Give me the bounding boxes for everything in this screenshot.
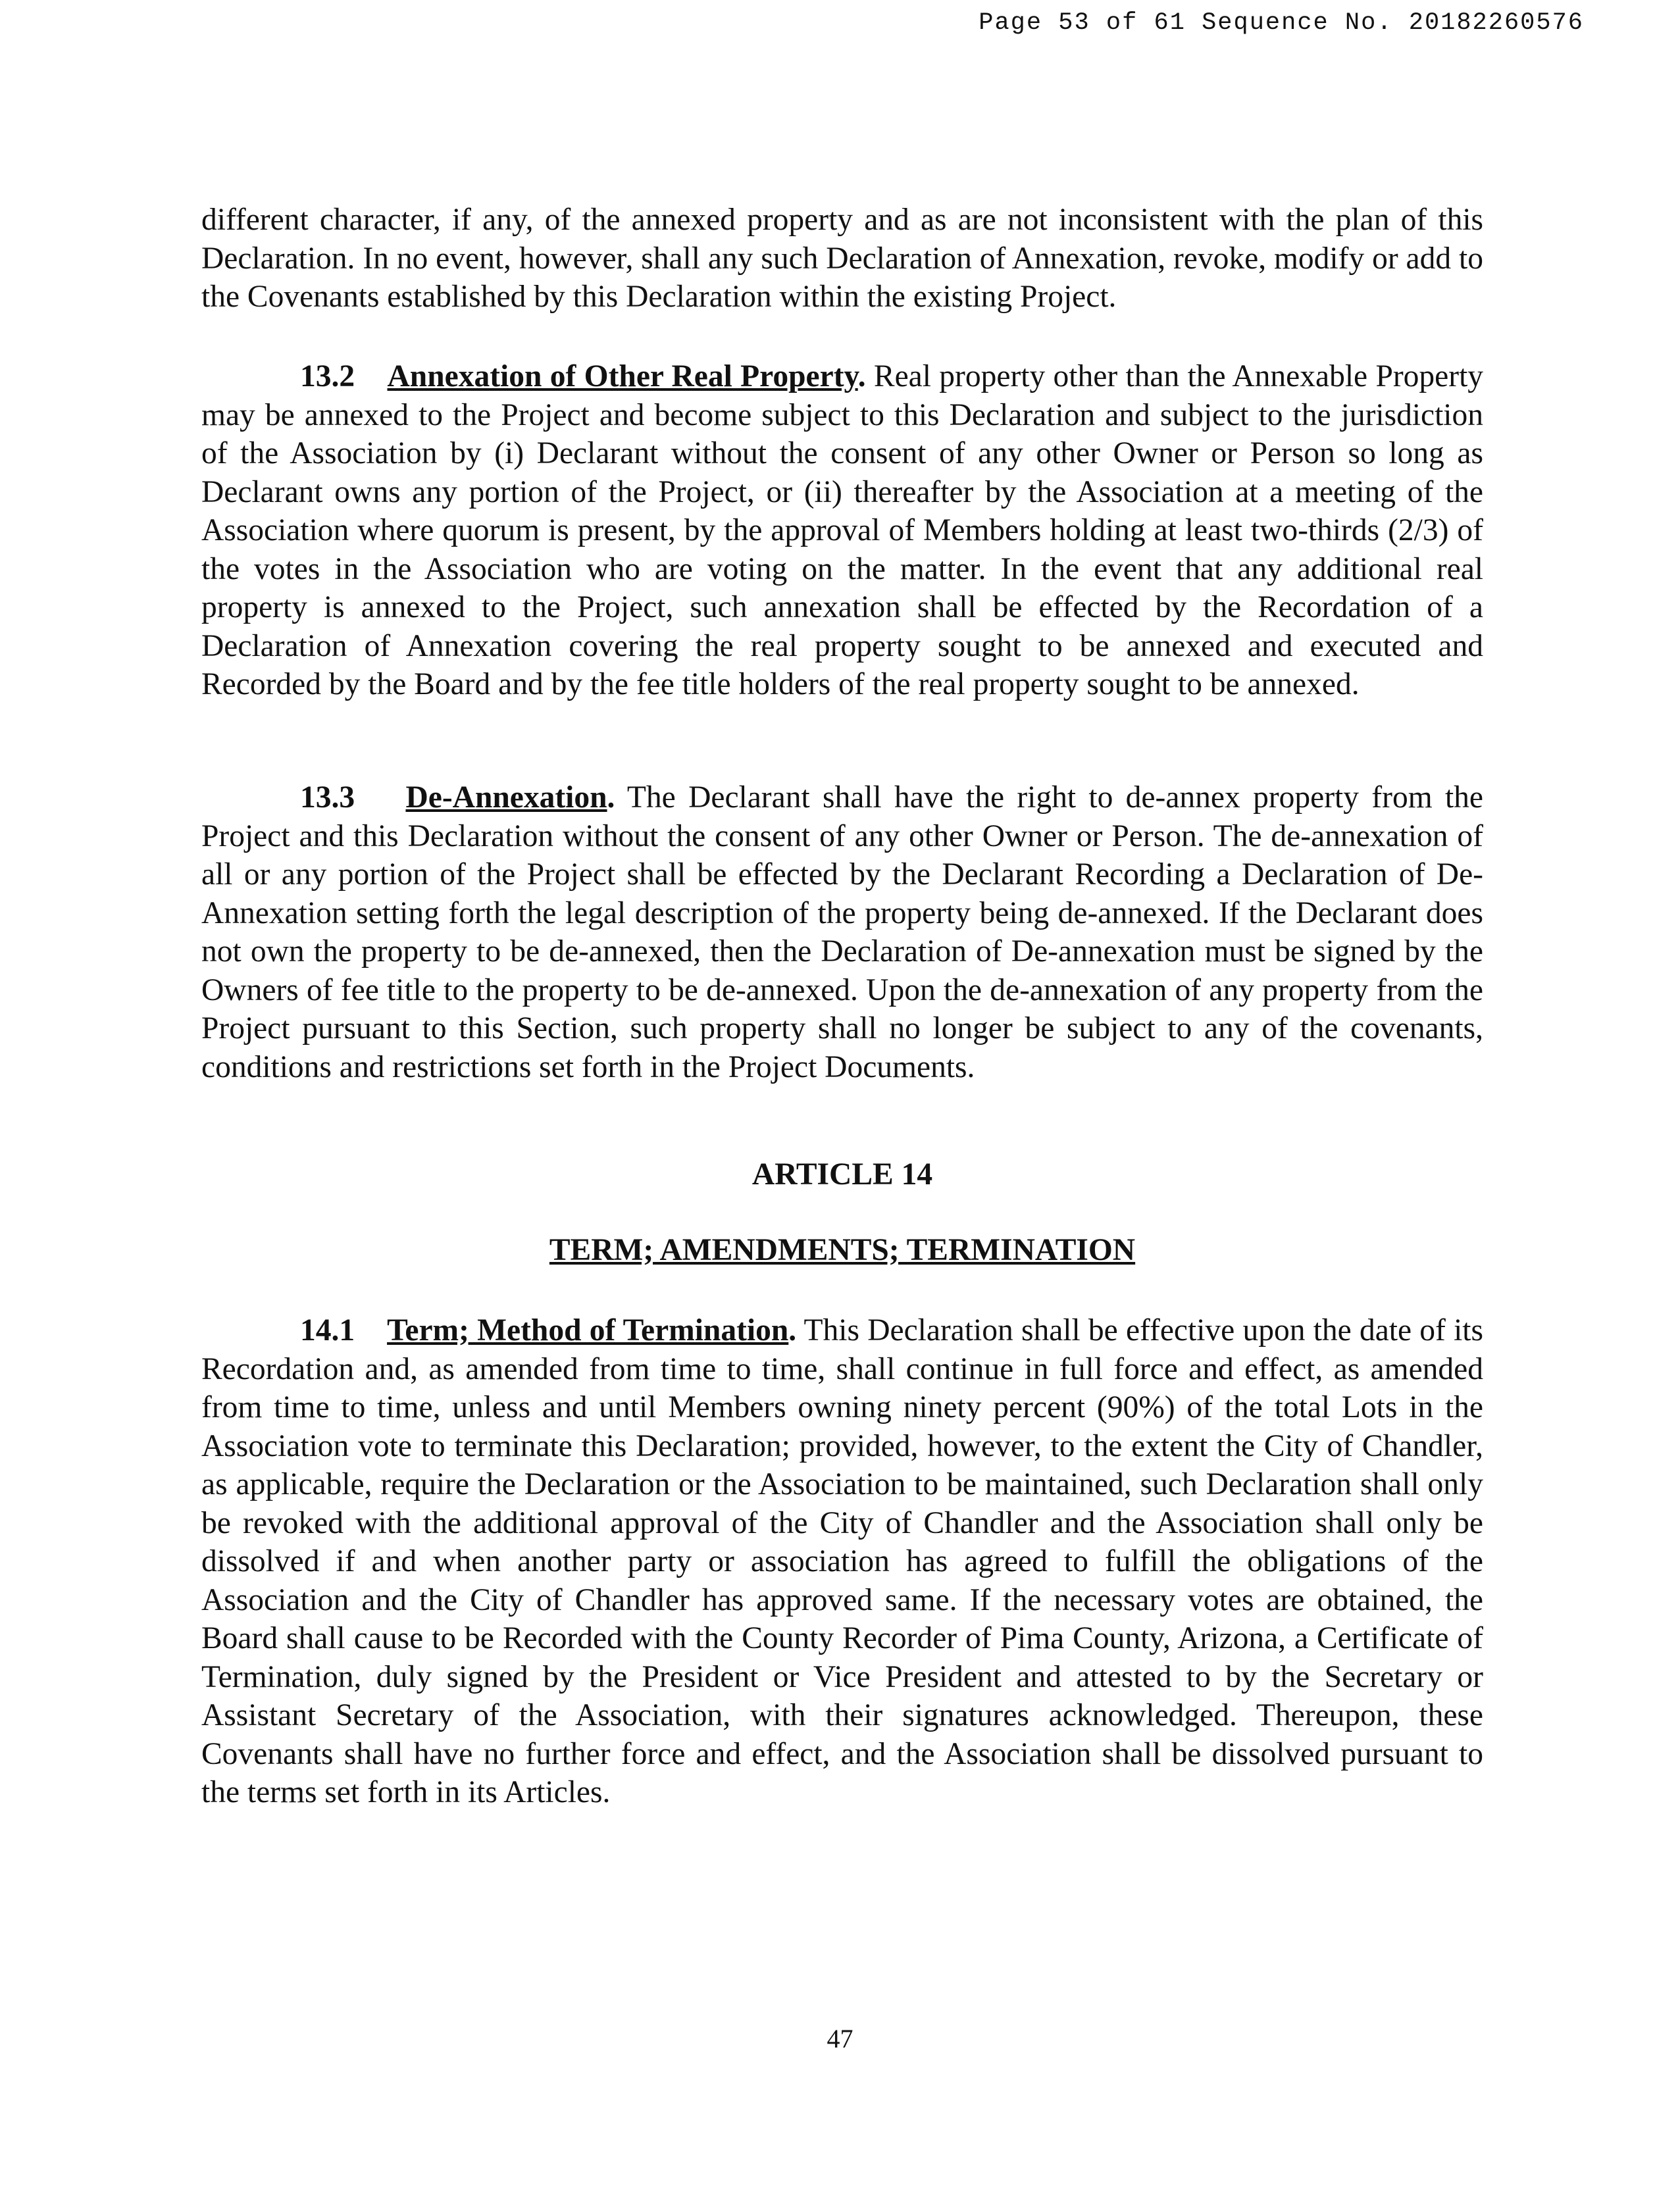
section-13-2-paragraph: 13.2 Annexation of Other Real Property. Real property other than the Annexable Property may be annexed to the Project and become subject to this Declaration and subject to the jurisdiction of the Association by (i) Declarant without the consent of any other Owner or Person so long as Declarant owns any portion of the Project, or (ii) thereafter by the Association at a meeting of the Association where quorum is present, by the approval of Members holding at least two-thirds (2/3) of the votes in the Association who are voting on the matter. In the event that any additional real property is annexed to the Project, such annexation shall be effected by the Recordation of a Declaration of Annexation covering the real property sought to be annexed and executed and Recorded by the Board and by the fee title holders of the real property sought to be annexed.: [201, 359, 1484, 701]
section-text: The Declarant shall have the right to de-annex property from the Project and this Declaration without the consent of any other Owner or Person. The de-annexation of all or any portion of the Project shall be effected by the Declarant Recording a Declaration of De-Annexation setting forth the legal description of the property being de-annexed. If the Declarant does not own the property to be de-annexed, then the Declaration of De-annexation must be signed by the Owners of fee title to the property to be de-annexed. Upon the de-annexation of any property from the Project pursuant to this Section, such property shall no longer be subject to any of the covenants, conditions and restrictions set forth in the Project Documents.: [201, 780, 1483, 1084]
section-title: Term; Method of Termination: [387, 1313, 789, 1347]
section-title: De-Annexation: [405, 780, 607, 815]
article-title: TERM; AMENDMENTS; TERMINATION: [549, 1233, 1136, 1267]
continuation-paragraph: different character, if any, of the annexed property and as are not inconsistent with the plan of this Declaration. In no event, however, shall any such Declaration of Annexation, revoke, modify or add to the Covenants established by this Declaration within the existing Project.: [201, 203, 1483, 314]
section-title: Annexation of Other Real Property: [387, 359, 858, 393]
page-number: 47: [827, 2024, 853, 2053]
article-heading: ARTICLE 14: [751, 1157, 933, 1192]
section-text: This Declaration shall be effective upon the date of its Recordation and, as amended from time to time, shall continue in full force and effect, as amended from time to time, unless and until Members owning ninety percent (90%) of the total Lots in the Association vote to terminate this Declaration; provided, however, to the extent the City of Chandler, as applicable, require the Declaration or the Association to be maintained, such Declaration shall only be revoked with the additional approval of the City of Chandler and the Association shall only be dissolved if and when another party or association has agreed to fulfill the obligations of the Association and the City of Chandler has approved same. If the necessary votes are obtained, the Board shall cause to be Recorded with the County Recorder of Pima County, Arizona, a Certificate of Termination, duly signed by the President or Vice President and attested to by the Secretary or Assistant Secretary of the Association, with their signatures acknowledged. Thereupon, these Covenants shall have no further force and effect, and the Association shall be dissolved pursuant to the terms set forth in its Articles.: [201, 1313, 1483, 1809]
section-number: 14.1: [300, 1313, 355, 1347]
section-13-3-paragraph: 13.3 De-Annexation. The Declarant shall have the right to de-annex property from the Project and this Declaration without the consent of any other Owner or Person. The de-annexation of all or any portion of the Project shall be effected by the Declarant Recording a Declaration of De-Annexation setting forth the legal description of the property being de-annexed. If the Declarant does not own the property to be de-annexed, then the Declaration of De-annexation must be signed by the Owners of fee title to the property to be de-annexed. Upon the de-annexation of any property from the Project pursuant to this Section, such property shall no longer be subject to any of the covenants, conditions and restrictions set forth in the Project Documents.: [201, 780, 1483, 1084]
section-text: Real property other than the Annexable Property may be annexed to the Project and become subject to this Declaration and subject to the jurisdiction of the Association by (i) Declarant without the consent of any other Owner or Person so long as Declarant owns any portion of the Project, or (ii) thereafter by the Association at a meeting of the Association where quorum is present, by the approval of Members holding at least two-thirds (2/3) of the votes in the Association who are voting on the matter. In the event that any additional real property is annexed to the Project, such annexation shall be effected by the Recordation of a Declaration of Annexation covering the real property sought to be annexed and executed and Recorded by the Board and by the fee title holders of the real property sought to be annexed.: [201, 359, 1484, 701]
section-14-1-paragraph: 14.1 Term; Method of Termination. This Declaration shall be effective upon the date of its Recordation and, as amended from time to time, shall continue in full force and effect, as amended from time to time, unless and until Members owning ninety percent (90%) of the total Lots in the Association vote to terminate this Declaration; provided, however, to the extent the City of Chandler, as applicable, require the Declaration or the Association to be maintained, such Declaration shall only be revoked with the additional approval of the City of Chandler and the Association shall only be dissolved if and when another party or association has agreed to fulfill the obligations of the Association and the City of Chandler has approved same. If the necessary votes are obtained, the Board shall cause to be Recorded with the County Recorder of Pima County, Arizona, a Certificate of Termination, duly signed by the President or Vice President and attested to by the Secretary or Assistant Secretary of the Association, with their signatures acknowledged. Thereupon, these Covenants shall have no further force and effect, and the Association shall be dissolved pursuant to the terms set forth in its Articles.: [201, 1313, 1483, 1809]
section-number: 13.2: [300, 359, 355, 393]
section-number: 13.3: [300, 780, 355, 815]
page-sequence-header: Page 53 of 61 Sequence No. 20182260576: [979, 9, 1584, 37]
